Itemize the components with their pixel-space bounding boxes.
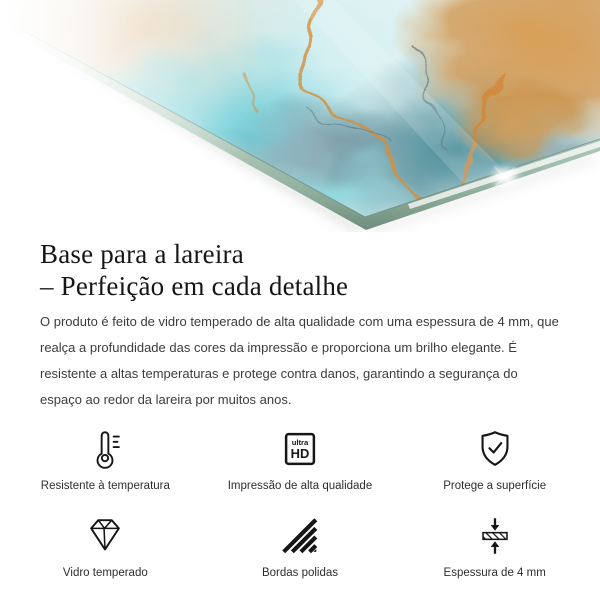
thickness-icon: [472, 513, 518, 559]
product-photo: [0, 0, 600, 232]
feature-label: Resistente à temperatura: [40, 480, 170, 492]
feature-label: Impressão de alta qualidade: [227, 480, 373, 492]
feature-print-quality: [203, 426, 398, 492]
feature-tempered-glass: [8, 513, 203, 579]
feature-label: Vidro temperado: [62, 567, 148, 579]
diamond-icon: [82, 513, 128, 559]
feature-thickness: [397, 513, 592, 579]
page-title: [40, 238, 560, 302]
product-description-block: [0, 238, 600, 413]
title-line-1: Base para a lareira: [40, 239, 244, 269]
feature-polished-edges: [203, 513, 398, 579]
ultra-hd-icon: [277, 426, 323, 472]
feature-surface-protection: [397, 426, 592, 492]
feature-label: Espessura de 4 mm: [443, 567, 546, 579]
shield-check-icon: [472, 426, 518, 472]
title-line-2: – Perfeição em cada detalhe: [40, 271, 349, 301]
feature-temperature: [8, 426, 203, 492]
polished-edges-icon: [277, 513, 323, 559]
feature-label: Protege a superfície: [443, 480, 547, 492]
feature-grid: [8, 426, 592, 579]
glass-panel-illustration: [0, 0, 600, 232]
product-description-text: O produto é feito de vidro temperado de alta qualidade com uma espessura de 4 mm, que realça a profundidade das cores da impressão e proporciona um brilho elegante. É resistente a altas temperaturas e protege contra danos, garantindo a segurança do espaço ao redor da lareira por muitos anos.: [40, 314, 559, 407]
ultra-text: ultra: [291, 438, 309, 448]
hd-text: HD: [290, 446, 310, 462]
feature-label: Bordas polidas: [261, 567, 339, 579]
photo-fade: [0, 0, 250, 232]
thermometer-icon: [82, 426, 128, 472]
